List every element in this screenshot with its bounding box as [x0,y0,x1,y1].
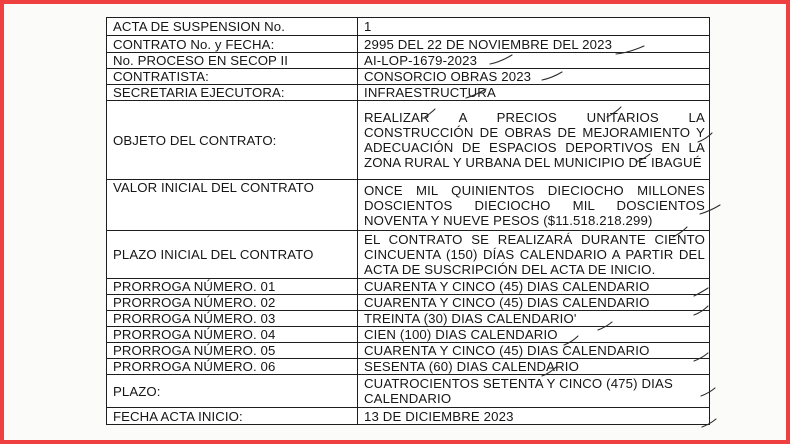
table-row [107,180,710,231]
table-row [107,36,710,53]
scanned-document [106,17,710,425]
row-label: PRORROGA NÚMERO. 06 [107,359,358,375]
table-row [107,327,710,343]
row-value: 1 [358,18,710,36]
row-value: CUARENTA Y CINCO (45) DIAS CALENDARIO [358,295,710,311]
table-row [107,69,710,85]
row-label: ACTA DE SUSPENSION No. [107,18,358,36]
row-label: No. PROCESO EN SECOP II [107,53,358,69]
row-value: REALIZAR A PRECIOS UNITARIOS LA CONSTRUCCIÓN DE OBRAS DE MEJORAMIENTO Y ADECUACIÓN DE ESPACIOS DEPORTIVOS EN LA ZONA RURAL Y URBANA DEL MUNICIPIO DE IBAGUÉ [358,101,710,180]
table-row [107,343,710,359]
row-label: FECHA ACTA INICIO: [107,408,358,425]
row-label: PLAZO: [107,375,358,408]
table-row [107,359,710,375]
row-value: 13 DE DICIEMBRE 2023 [358,408,710,425]
row-value: CUARENTA Y CINCO (45) DIAS CALENDARIO [358,343,710,359]
row-value: SESENTA (60) DIAS CALENDARIO [358,359,710,375]
row-value: 2995 DEL 22 DE NOVIEMBRE DEL 2023 [358,36,710,53]
row-label: PLAZO INICIAL DEL CONTRATO [107,231,358,279]
row-label: PRORROGA NÚMERO. 04 [107,327,358,343]
table-row [107,311,710,327]
row-label: OBJETO DEL CONTRATO: [107,101,358,180]
table-row [107,231,710,279]
row-label: PRORROGA NÚMERO. 03 [107,311,358,327]
row-value: CUARENTA Y CINCO (45) DIAS CALENDARIO [358,279,710,295]
row-value: ONCE MIL QUINIENTOS DIECIOCHO MILLONES DOSCIENTOS DIECIOCHO MIL DOSCIENTOS NOVENTA Y NUEVE PESOS ($11.518.218.299) [358,180,710,231]
table-row [107,295,710,311]
row-label: CONTRATISTA: [107,69,358,85]
row-label: SECRETARIA EJECUTORA: [107,85,358,101]
row-value: EL CONTRATO SE REALIZARÁ DURANTE CIENTO CINCUENTA (150) DÍAS CALENDARIO A PARTIR DEL ACTA DE SUSCRIPCIÓN DEL ACTA DE INICIO. [358,231,710,279]
table-row [107,375,710,408]
row-label: PRORROGA NÚMERO. 05 [107,343,358,359]
row-value: TREINTA (30) DIAS CALENDARIO' [358,311,710,327]
row-label: PRORROGA NÚMERO. 02 [107,295,358,311]
row-label: VALOR INICIAL DEL CONTRATO [107,180,358,231]
table-row [107,85,710,101]
table-row [107,53,710,69]
row-label: PRORROGA NÚMERO. 01 [107,279,358,295]
row-value: CONSORCIO OBRAS 2023 [358,69,710,85]
row-value: CUATROCIENTOS SETENTA Y CINCO (475) DIAS CALENDARIO [358,375,710,408]
table-row [107,101,710,180]
table-row [107,408,710,425]
row-value: INFRAESTRUCTURA [358,85,710,101]
table-row [107,279,710,295]
row-label: CONTRATO No. y FECHA: [107,36,358,53]
contract-suspension-table [106,17,710,425]
table-row [107,18,710,36]
row-value: AI-LOP-1679-2023 [358,53,710,69]
row-value: CIEN (100) DIAS CALENDARIO [358,327,710,343]
